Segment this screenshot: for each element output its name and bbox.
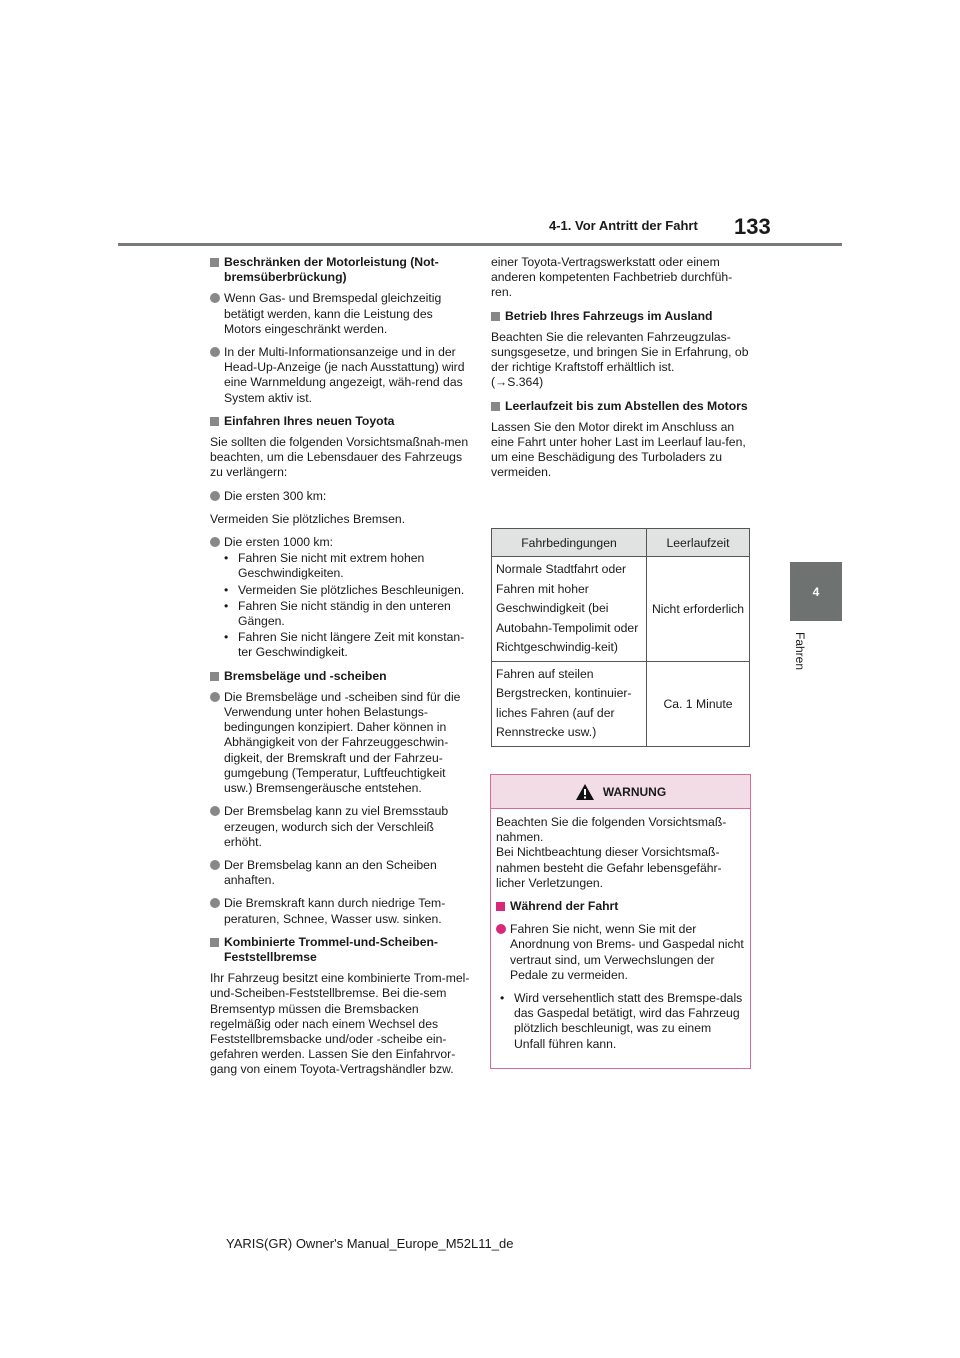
warning-body [491, 809, 750, 1052]
heading-abroad: Betrieb Ihres Fahrzeugs im Ausland [491, 309, 753, 324]
heading-motor-power: Beschränken der Motorleistung (Not-bremsüberbrückung) [210, 255, 472, 285]
warning-heading: Während der Fahrt [496, 899, 745, 914]
warning-bullet: Fahren Sie nicht, wenn Sie mit der Anordnung von Brems- und Gaspedal nicht vertraut sind, um Verwechslungen der Pedale zu vermeiden. [496, 922, 745, 983]
table-header: Leerlaufzeit [647, 529, 750, 557]
chapter-label: Fahren [793, 632, 807, 671]
paragraph: einer Toyota-Vertragswerkstatt oder einem anderen kompetenten Fachbetrieb durchfüh-ren. [491, 255, 733, 300]
sub-item: • Fahren Sie nicht längere Zeit mit konstan-ter Geschwindigkeit. [224, 630, 472, 660]
paragraph: Ihr Fahrzeug besitzt eine kombinierte Trom-mel-und-Scheiben-Feststellbremse. Bei die-sem Bremsentyp müssen die Bremsbacken regelmäßig oder nach einem Wechsel des Feststellbremsbacke und/oder -scheibe ein-gefahren werden. Lassen Sie den Einfahrvor-gang von einem Toyota-Vertragshändler bzw. [210, 971, 470, 1077]
table-header: Fahrbedingungen [492, 529, 647, 557]
paragraph: Beachten Sie die relevanten Fahrzeugzulas-sungsgesetze, und bringen Sie in Erfahrung, ob der richtige Kraftstoff erhältlich ist. [491, 329, 749, 375]
bullet-item: Die Bremskraft kann durch niedrige Tem-peraturen, Schnee, Wasser usw. sinken. [210, 896, 472, 926]
paragraph: Vermeiden Sie plötzliches Bremsen. [210, 511, 406, 526]
warning-triangle-icon [575, 783, 595, 801]
footer-text: YARIS(GR) Owner's Manual_Europe_M52L11_de [226, 1236, 514, 1251]
warning-title: WARNUNG [602, 784, 667, 799]
heading-break-in: Einfahren Ihres neuen Toyota [210, 414, 472, 429]
bullet-item: In der Multi-Informationsanzeige und in der Head-Up-Anzeige (je nach Ausstattung) wird eine Warnmeldung angezeigt, wäh-rend das System aktiv ist. [210, 345, 472, 406]
warning-box [490, 774, 751, 1069]
table-cell: Normale Stadtfahrt oder Fahren mit hoher Geschwindigkeit (bei Autobahn-Tempolimit oder Richtgeschwindig-keit) [492, 557, 647, 662]
table-cell: Ca. 1 Minute [647, 661, 750, 746]
left-column [210, 255, 472, 1086]
heading-brakes: Bremsbeläge und -scheiben [210, 669, 472, 684]
warning-header [491, 775, 750, 809]
bullet-item: Der Bremsbelag kann an den Scheiben anhaften. [210, 858, 472, 888]
warning-sub-item: • Wird versehentlich statt des Bremspe-dals das Gaspedal betätigt, wird das Fahrzeug plötzlich beschleunigt, was zu einem Unfall führen kann. [500, 991, 745, 1052]
paragraph: Lassen Sie den Motor direkt im Anschluss an eine Fahrt unter hoher Last im Leerlauf lau-fen, um eine Beschädigung des Turboladers zu vermeiden. [491, 419, 746, 480]
table-row [492, 661, 750, 746]
sub-item: • Fahren Sie nicht mit extrem hohen Geschwindigkeiten. [224, 551, 472, 581]
heading-parking-brake: Kombinierte Trommel-und-Scheiben-Feststellbremse [210, 935, 472, 965]
sub-item: • Fahren Sie nicht ständig in den unteren Gängen. [224, 599, 472, 629]
bullet-item: Die ersten 1000 km: [210, 535, 472, 550]
header-rule [118, 243, 842, 246]
sub-item: • Vermeiden Sie plötzliches Beschleunigen. [224, 583, 472, 598]
right-column [491, 255, 753, 489]
bullet-item: Die ersten 300 km: [210, 489, 472, 504]
page-number: 133 [734, 214, 771, 239]
paragraph: Sie sollten die folgenden Vorsichtsmaßnah-men beachten, um die Lebensdauer des Fahrzeugs zu verlängern: [210, 435, 469, 480]
table-cell: Fahren auf steilen Bergstrecken, kontinuier-liches Fahren (auf der Rennstrecke usw.) [492, 661, 647, 746]
warning-intro: Beachten Sie die folgenden Vorsichtsmaß-nahmen. [496, 815, 727, 845]
bullet-item: Die Bremsbeläge und -scheiben sind für die Verwendung unter hohen Belastungs-bedingungen konzipiert. Daher können in Abhängigkeit von der Fahrzeuggeschwin-digkeit, der Bremskraft und der Fahrzeu-gumgebung (Temperatur, Luftfeuchtigkeit usw.) Bremsengeräusche entstehen. [210, 690, 472, 796]
heading-idle-time: Leerlaufzeit bis zum Abstellen des Motors [491, 399, 753, 414]
section-title: 4-1. Vor Antritt der Fahrt [549, 218, 698, 233]
bullet-item: Wenn Gas- und Bremspedal gleichzeitig betätigt werden, kann die Leistung des Motors eingeschränkt werden. [210, 291, 472, 337]
table-row [492, 557, 750, 662]
page-reference: (→S.364) [491, 375, 544, 390]
idle-time-table [491, 528, 750, 747]
chapter-tab: 4 [790, 562, 842, 621]
warning-intro: Bei Nichtbeachtung dieser Vorsichtsmaß-nahmen besteht die Gefahr lebensgefähr-licher Verletzungen. [496, 845, 722, 890]
bullet-item: Der Bremsbelag kann zu viel Bremsstaub erzeugen, wodurch sich der Verschleiß erhöht. [210, 804, 472, 850]
table-cell: Nicht erforderlich [647, 557, 750, 662]
